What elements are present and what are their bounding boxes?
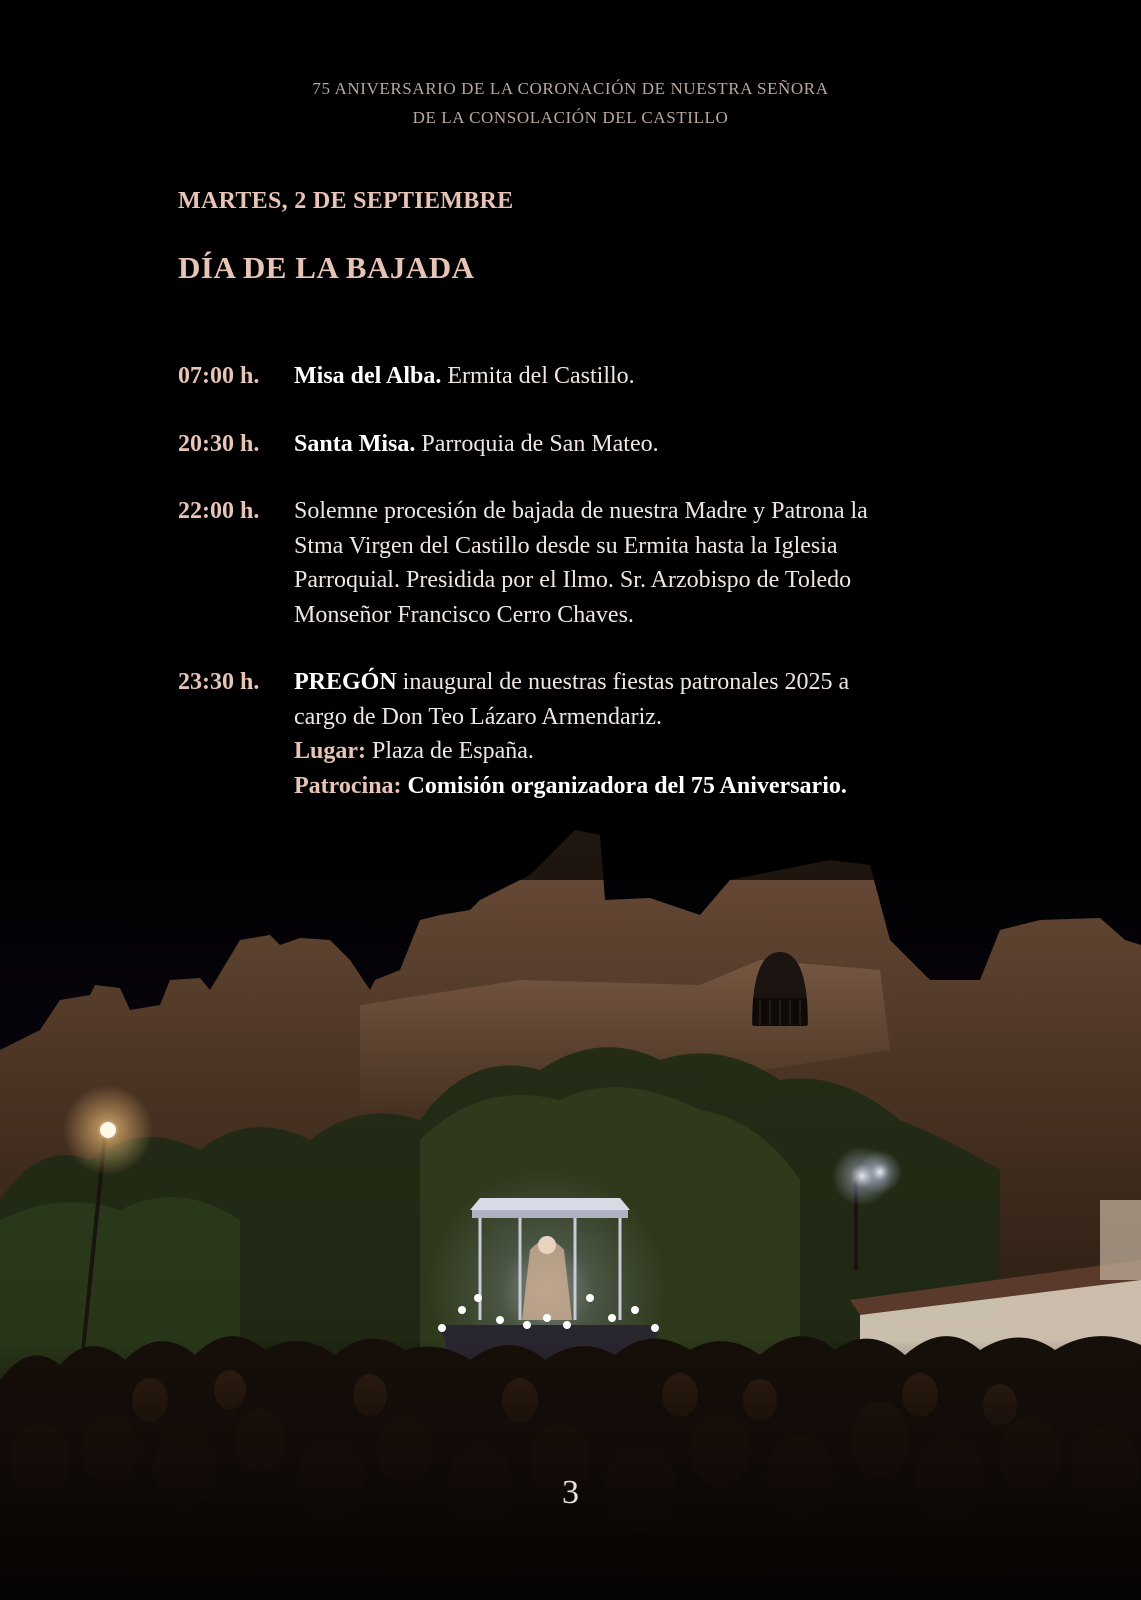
schedule-item bbox=[178, 494, 978, 632]
event-name: Santa Misa. bbox=[294, 430, 416, 457]
event-description bbox=[294, 494, 978, 632]
event-date: MARTES, 2 DE SEPTIEMBRE bbox=[178, 188, 514, 214]
sponsor-label: Patrocina: bbox=[294, 772, 402, 799]
event-line: Solemne procesión de bajada de nuestra Madre y Patrona la bbox=[294, 498, 868, 524]
schedule-list bbox=[178, 359, 978, 803]
event-time: 22:00 h. bbox=[178, 498, 260, 524]
schedule-item bbox=[178, 427, 978, 462]
place-label: Lugar: bbox=[294, 738, 366, 764]
event-time: 07:00 h. bbox=[178, 363, 260, 389]
place-value: Plaza de España. bbox=[366, 738, 534, 764]
schedule-item bbox=[178, 359, 978, 394]
event-line: inaugural de nuestras fiestas patronales 2025 a bbox=[396, 669, 850, 695]
page-number: 3 bbox=[562, 1474, 579, 1511]
event-line: cargo de Don Teo Lázaro Armendariz. bbox=[294, 703, 662, 730]
event-description bbox=[294, 359, 978, 394]
event-name: Misa del Alba. bbox=[294, 363, 442, 389]
header-line-1: 75 ANIVERSARIO DE LA CORONACIÓN DE NUESTRA SEÑORA bbox=[312, 79, 829, 98]
event-description bbox=[294, 427, 978, 462]
event-description bbox=[294, 665, 978, 803]
sponsor-value: Comisión organizadora del 75 Aniversario. bbox=[401, 772, 847, 799]
header-line-2: DE LA CONSOLACIÓN DEL CASTILLO bbox=[412, 108, 729, 127]
event-line: Parroquial. Presidida por el Ilmo. Sr. Arzobispo de Toledo bbox=[294, 567, 852, 593]
event-location: Parroquia de San Mateo. bbox=[415, 430, 659, 457]
event-name: PREGÓN bbox=[294, 669, 397, 695]
page-header bbox=[0, 74, 1141, 132]
event-time: 20:30 h. bbox=[178, 430, 260, 457]
event-location: Ermita del Castillo. bbox=[441, 363, 635, 389]
page-title: DÍA DE LA BAJADA bbox=[178, 250, 475, 285]
event-line: Monseñor Francisco Cerro Chaves. bbox=[294, 601, 634, 628]
event-time: 23:30 h. bbox=[178, 669, 260, 695]
event-line: Stma Virgen del Castillo desde su Ermita hasta la Iglesia bbox=[294, 532, 838, 559]
schedule-item bbox=[178, 665, 978, 803]
